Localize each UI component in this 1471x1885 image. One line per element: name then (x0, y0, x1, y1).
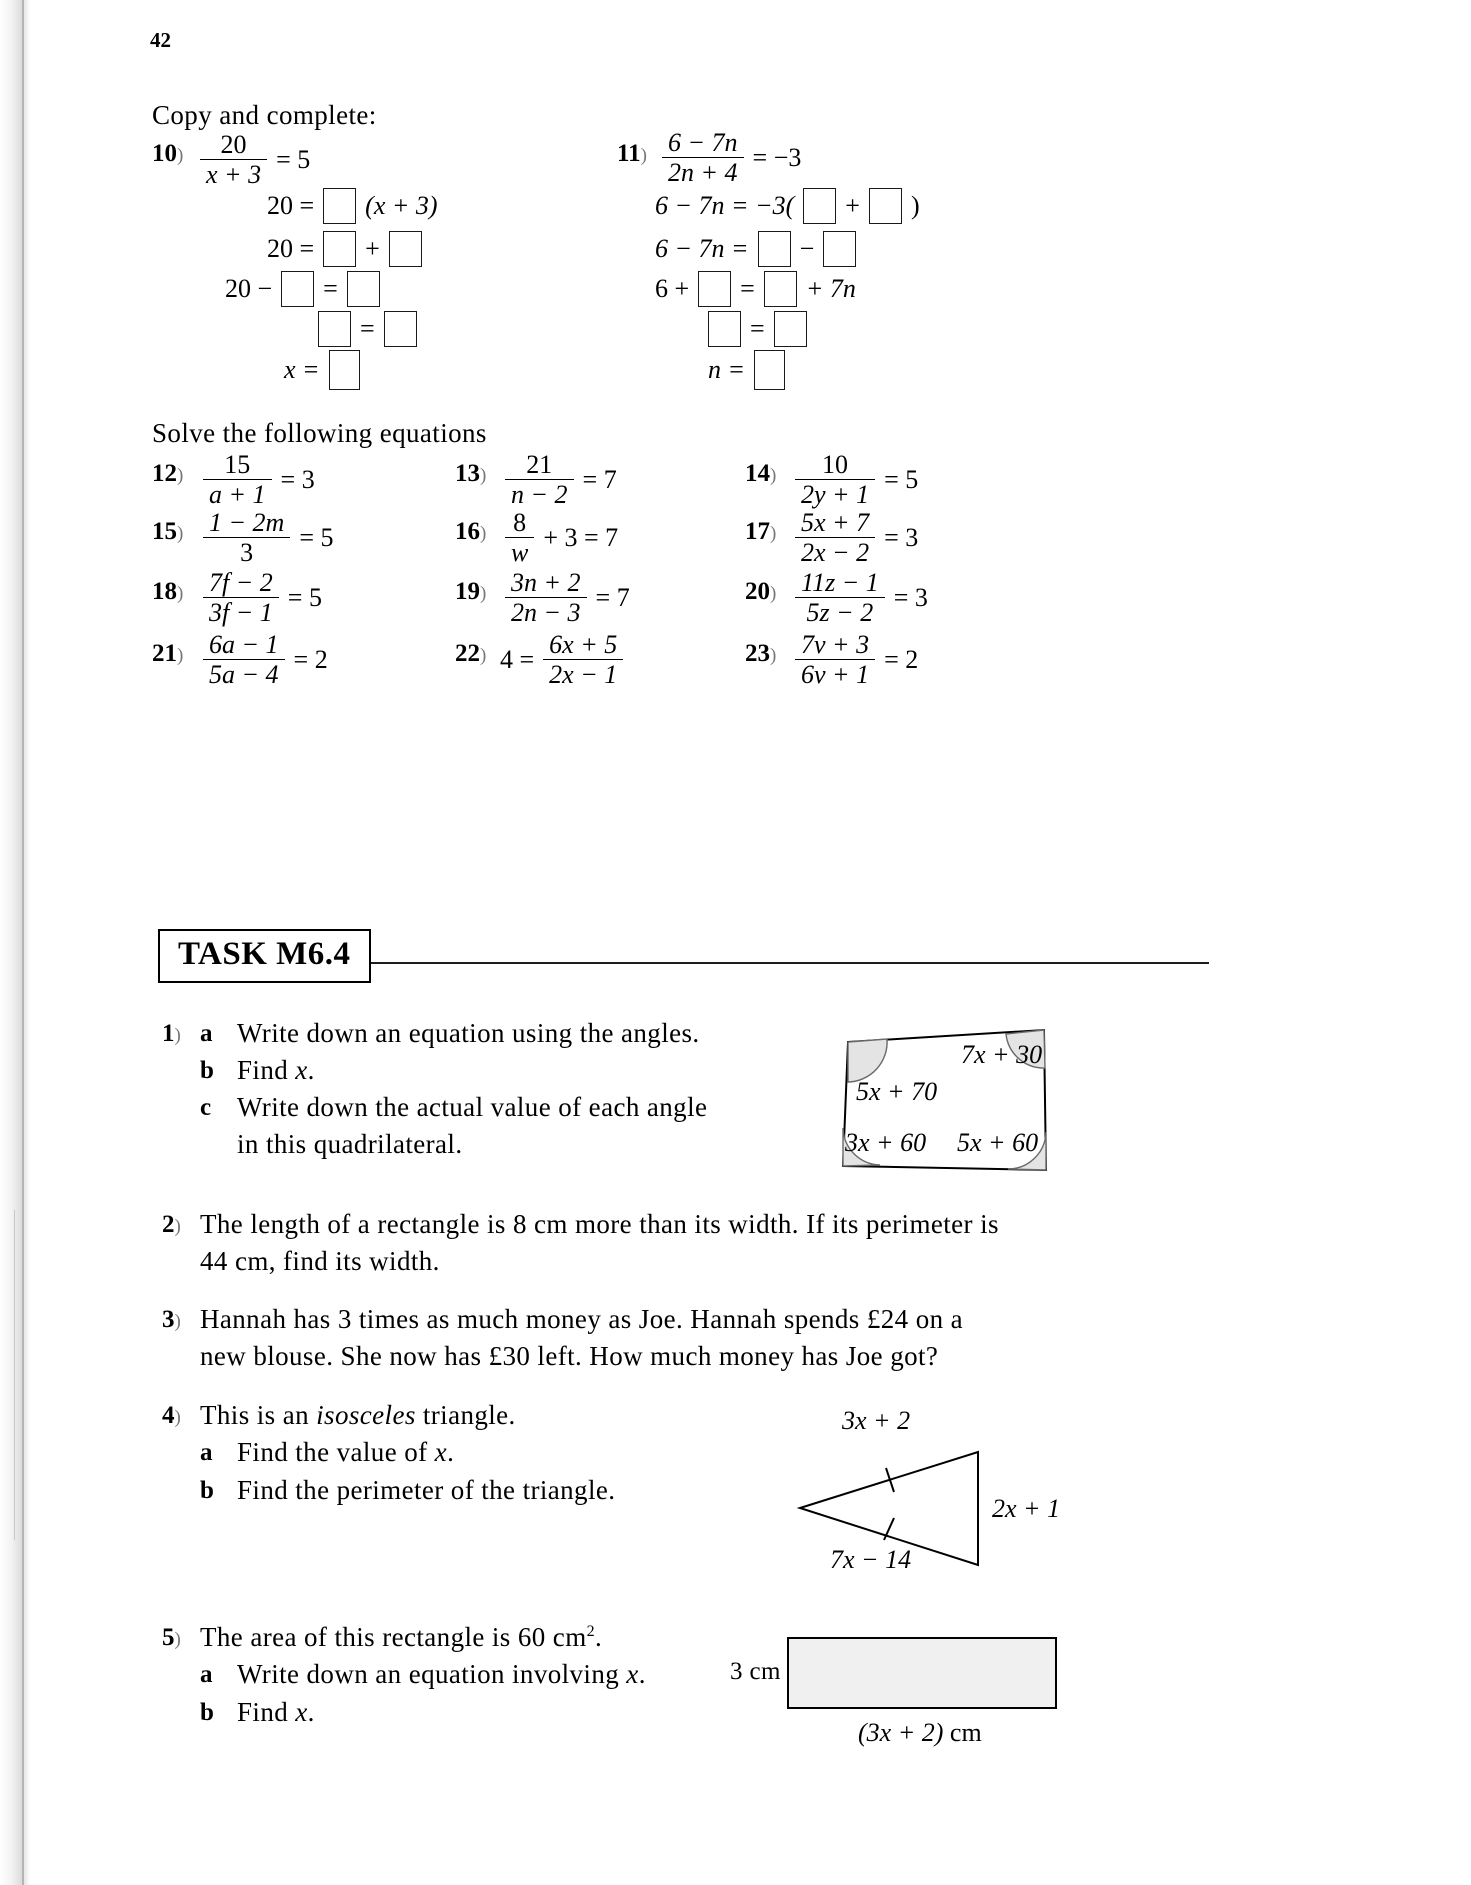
q2-line-1: The length of a rectangle is 8 cm more than its width. If its perimeter is (200, 1209, 999, 1239)
q21-denominator: 5a − 4 (209, 660, 279, 690)
q17-denominator: 2x − 2 (801, 538, 870, 568)
q10-step5-left: x = (284, 355, 320, 384)
q18-numerator: 7f − 2 (203, 568, 279, 598)
q10-step-5 (284, 350, 360, 390)
q11-step1-mid: + (845, 191, 860, 220)
task-question-3-number: 3) (162, 1306, 181, 1333)
q5-part-a-label: a (200, 1661, 213, 1688)
question-14-number: 14) (745, 460, 777, 487)
triangle-label-right: 2x + 1 (992, 1494, 1061, 1523)
q11-rhs: = −3 (752, 142, 802, 172)
answer-box[interactable] (869, 188, 902, 224)
q10-step2-left: 20 = (267, 234, 315, 263)
task-question-4-number: 4) (162, 1402, 181, 1429)
question-19-equation (505, 568, 630, 627)
triangle-label-bottom: 7x − 14 (830, 1545, 912, 1574)
q4-intro: This is an isosceles triangle. (200, 1400, 516, 1430)
question-20-equation (795, 568, 928, 627)
q4-part-b-text: Find the perimeter of the triangle. (237, 1475, 616, 1505)
question-15-number: 15) (152, 518, 184, 545)
question-10-number: 10) (152, 140, 184, 167)
question-16-equation (505, 508, 618, 567)
quadrilateral-diagram (818, 1018, 1078, 1188)
task-question-2-number: 2) (162, 1211, 181, 1238)
q17-rhs: = 3 (884, 522, 919, 552)
copy-and-complete-heading: Copy and complete: (152, 100, 377, 130)
page-binding-line (22, 0, 24, 1885)
answer-box[interactable] (323, 231, 356, 267)
q11-step3-end: + 7n (805, 274, 856, 303)
q13-numerator: 21 (505, 450, 574, 480)
q4-part-a-text: Find the value of x. (237, 1437, 455, 1467)
q10-denominator: x + 3 (206, 160, 262, 190)
question-16-number: 16) (455, 518, 487, 545)
q11-step1-left: 6 − 7n = −3( (655, 191, 795, 220)
q11-step-3 (655, 271, 856, 307)
q3-line-1: Hannah has 3 times as much money as Joe. Hannah spends £24 on a (200, 1304, 964, 1334)
q14-denominator: 2y + 1 (801, 480, 870, 510)
q5-part-b-label: b (200, 1699, 214, 1726)
q1-part-c-text-cont: in this quadrilateral. (237, 1129, 463, 1159)
q12-numerator: 15 (203, 450, 272, 480)
quad-label-bottom-left: 3x + 60 (845, 1128, 927, 1157)
answer-box[interactable] (754, 350, 785, 390)
q23-numerator: 7v + 3 (795, 630, 875, 660)
q12-denominator: a + 1 (209, 480, 266, 510)
question-13-number: 13) (455, 460, 487, 487)
q11-step-4 (708, 311, 807, 347)
q10-step-1 (267, 188, 438, 224)
task-header-rule (360, 962, 1209, 964)
question-19-number: 19) (455, 578, 487, 605)
q11-step2-left: 6 − 7n = (655, 234, 749, 263)
q1-part-b-label: b (200, 1057, 214, 1084)
quad-label-top-right: 7x + 30 (961, 1040, 1043, 1069)
question-22-number: 22) (455, 640, 487, 667)
page-number: 42 (150, 28, 171, 52)
question-14-equation (795, 450, 918, 509)
answer-box[interactable] (708, 311, 741, 347)
q15-denominator: 3 (240, 538, 254, 568)
q17-numerator: 5x + 7 (795, 508, 875, 538)
question-12-equation (203, 450, 315, 509)
q11-step5-left: n = (708, 355, 746, 384)
question-21-equation (203, 630, 328, 689)
q15-rhs: = 5 (299, 522, 334, 552)
q16-numerator: 8 (505, 508, 534, 538)
q20-denominator: 5z − 2 (806, 598, 874, 628)
q10-numerator: 20 (200, 130, 267, 160)
question-13-equation (505, 450, 617, 509)
q13-rhs: = 7 (582, 464, 617, 494)
quad-label-top-left: 5x + 70 (856, 1077, 938, 1106)
q20-numerator: 11z − 1 (795, 568, 885, 598)
q23-denominator: 6v + 1 (801, 660, 870, 690)
question-10-equation (200, 130, 310, 189)
task-question-5-number: 5) (162, 1624, 181, 1651)
q16-rhs: + 3 = 7 (543, 522, 619, 552)
q11-numerator: 6 − 7n (662, 128, 744, 158)
q2-line-2: 44 cm, find its width. (200, 1246, 440, 1276)
q1-part-c-label: c (200, 1094, 212, 1121)
answer-box[interactable] (318, 311, 351, 347)
answer-box[interactable] (823, 231, 856, 267)
answer-box[interactable] (347, 271, 380, 307)
q10-step2-mid: + (365, 234, 380, 263)
q10-step3-mid: = (323, 274, 338, 303)
task-question-1-number: 1) (162, 1020, 181, 1047)
rectangle-label-bottom: (3x + 2) cm (858, 1718, 982, 1747)
q10-step1-left: 20 = (267, 191, 315, 220)
q5-part-b-text: Find x. (237, 1697, 315, 1727)
q19-denominator: 2n − 3 (511, 598, 581, 628)
answer-box[interactable] (323, 188, 356, 224)
q19-numerator: 3n + 2 (505, 568, 587, 598)
question-17-number: 17) (745, 518, 777, 545)
question-18-number: 18) (152, 578, 184, 605)
q21-numerator: 6a − 1 (203, 630, 285, 660)
rectangle-label-left: 3 cm (730, 1658, 781, 1685)
page-binding-line-secondary (14, 1210, 15, 1540)
answer-box[interactable] (803, 188, 836, 224)
q13-denominator: n − 2 (511, 480, 568, 510)
q1-part-a-label: a (200, 1020, 213, 1047)
q16-denominator: w (511, 538, 529, 568)
q20-rhs: = 3 (893, 582, 928, 612)
q21-rhs: = 2 (293, 644, 328, 674)
q4-part-b-label: b (200, 1477, 214, 1504)
question-20-number: 20) (745, 578, 777, 605)
question-17-equation (795, 508, 918, 567)
answer-box[interactable] (389, 231, 422, 267)
q11-step-1 (655, 188, 920, 224)
question-23-number: 23) (745, 640, 777, 667)
isosceles-triangle-diagram (780, 1390, 1061, 1574)
q22-denominator: 2x − 1 (549, 660, 618, 690)
q1-part-a-text: Write down an equation using the angles. (237, 1018, 700, 1048)
q1-part-b-text: Find x. (237, 1055, 315, 1085)
q18-denominator: 3f − 1 (209, 598, 273, 628)
q22-lhs: 4 = (500, 644, 535, 674)
question-21-number: 21) (152, 640, 184, 667)
q18-rhs: = 5 (287, 582, 322, 612)
answer-box[interactable] (764, 271, 797, 307)
q10-step-2 (267, 231, 422, 267)
answer-box[interactable] (384, 311, 417, 347)
q10-step-4 (318, 311, 417, 347)
q10-step3-left: 20 − (225, 274, 273, 303)
q11-step-5 (708, 350, 785, 390)
q15-numerator: 1 − 2m (203, 508, 290, 538)
q5-intro: The area of this rectangle is 60 $cm^2$. (200, 1622, 603, 1652)
question-15-equation (203, 508, 334, 567)
question-22-equation (500, 630, 623, 689)
question-11-equation (662, 128, 801, 187)
q11-step4-mid: = (750, 314, 765, 343)
q11-step2-mid: − (799, 234, 815, 263)
question-12-number: 12) (152, 460, 184, 487)
q12-rhs: = 3 (280, 464, 315, 494)
q5-part-a-text: Write down an equation involving x. (237, 1659, 646, 1689)
answer-box[interactable] (329, 350, 360, 390)
answer-box[interactable] (698, 271, 731, 307)
answer-box[interactable] (758, 231, 791, 267)
q10-step1-right: (x + 3) (365, 191, 438, 220)
q11-step3-mid: = (740, 274, 755, 303)
answer-box[interactable] (281, 271, 314, 307)
page-binding-shadow (0, 0, 30, 1885)
q11-denominator: 2n + 4 (668, 158, 738, 188)
q1-part-c-text: Write down the actual value of each angle (237, 1092, 708, 1122)
q11-step1-end: ) (910, 191, 920, 220)
question-18-equation (203, 568, 322, 627)
solve-equations-heading: Solve the following equations (152, 418, 487, 448)
triangle-label-top: 3x + 2 (842, 1406, 911, 1435)
q22-numerator: 6x + 5 (543, 630, 623, 660)
q14-rhs: = 5 (884, 464, 919, 494)
rectangle-diagram (730, 1630, 1070, 1750)
q10-step-3 (225, 271, 380, 307)
q10-rhs: = 5 (276, 144, 311, 174)
q23-rhs: = 2 (884, 644, 919, 674)
quad-label-bottom-right: 5x + 60 (957, 1128, 1039, 1157)
q11-step3-left: 6 + (655, 274, 690, 303)
q10-step4-mid: = (360, 314, 375, 343)
question-11-number: 11) (617, 140, 647, 167)
q11-step-2 (655, 231, 856, 267)
q4-part-a-label: a (200, 1439, 213, 1466)
answer-box[interactable] (774, 311, 807, 347)
q3-line-2: new blouse. She now has £30 left. How much money has Joe got? (200, 1341, 939, 1371)
q14-numerator: 10 (795, 450, 875, 480)
question-23-equation (795, 630, 918, 689)
task-title-box: TASK M6.4 (158, 929, 371, 983)
q19-rhs: = 7 (595, 582, 630, 612)
